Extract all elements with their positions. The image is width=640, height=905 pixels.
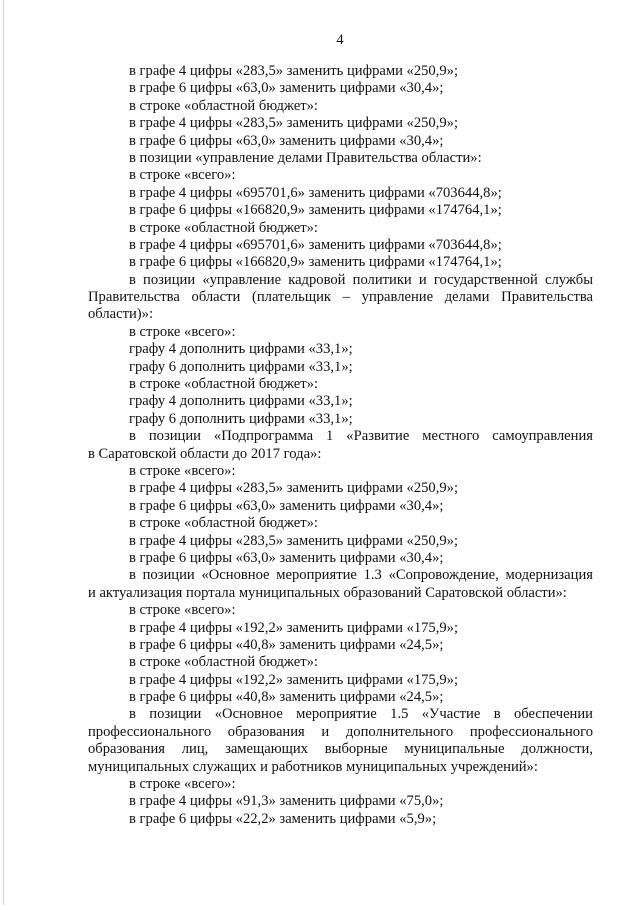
text-line: в графе 4 цифры «91,3» заменить цифрами «75,0»; — [129, 793, 444, 810]
text-line: в графе 4 цифры «283,5» заменить цифрами «250,9»; — [129, 63, 459, 79]
text-line: Правительства области (плательщик – управление делами Правительства — [88, 289, 593, 306]
text-line: в графе 6 цифры «63,0» заменить цифрами «30,4»; — [129, 80, 444, 97]
text-line: в графе 4 цифры «283,5» заменить цифрами «250,9»; — [129, 115, 459, 132]
text-line: в позиции «управление кадровой политики и государственной службы — [129, 271, 593, 288]
text-line: в позиции «Подпрограмма 1 «Развитие местного самоуправления — [129, 428, 593, 445]
page-edge-line — [3, 0, 4, 905]
text-line: графу 6 дополнить цифрами «33,1»; — [129, 410, 353, 427]
text-line: в позиции «управление делами Правительства области»: — [129, 149, 482, 166]
text-line: в строке «всего»: — [129, 602, 236, 619]
text-line: в графе 4 цифры «192,2» заменить цифрами «175,9»; — [129, 671, 459, 688]
text-line: в графе 6 цифры «63,0» заменить цифрами «30,4»; — [129, 497, 444, 514]
text-line: в графе 6 цифры «22,2» заменить цифрами «5,9»; — [129, 810, 437, 827]
text-line: и актуализация портала муниципальных образований Саратовской области»: — [88, 584, 567, 601]
text-line: в графе 6 цифры «63,0» заменить цифрами «30,4»; — [129, 132, 444, 149]
text-line: в позиции «Основное мероприятие 1.3 «Сопровождение, модернизация — [129, 567, 593, 584]
document-body — [88, 63, 593, 828]
text-line: в графе 4 цифры «283,5» заменить цифрами «250,9»; — [129, 532, 459, 549]
text-line: в строке «всего»: — [129, 323, 236, 340]
text-line: графу 4 дополнить цифрами «33,1»; — [129, 341, 353, 358]
page-number: 4 — [336, 32, 344, 48]
text-line: в строке «областной бюджет»: — [129, 376, 318, 393]
text-line: в графе 6 цифры «40,8» заменить цифрами «24,5»; — [129, 636, 444, 653]
text-line: в позиции «Основное мероприятие 1.5 «Участие в обеспечении — [129, 706, 593, 723]
text-line: в графе 6 цифры «40,8» заменить цифрами «24,5»; — [129, 689, 444, 706]
text-line: в графе 6 цифры «63,0» заменить цифрами «30,4»; — [129, 549, 444, 566]
text-line: профессионального образования и дополнительного профессионального — [88, 723, 593, 740]
text-line: муниципальных служащих и работников муниципальных учреждений»: — [88, 758, 538, 775]
text-line: графу 4 дополнить цифрами «33,1»; — [129, 393, 353, 410]
text-line: в строке «всего»: — [129, 776, 236, 793]
text-line: графу 6 дополнить цифрами «33,1»; — [129, 358, 353, 375]
text-line: в Саратовской области до 2017 года»: — [88, 445, 322, 462]
text-line: в строке «областной бюджет»: — [129, 515, 318, 532]
text-line: образования лиц, замещающих выборные муниципальные должности, — [88, 741, 593, 758]
text-line: в строке «областной бюджет»: — [129, 219, 318, 236]
text-line: в графе 6 цифры «166820,9» заменить цифрами «174764,1»; — [129, 202, 502, 219]
text-line: в строке «всего»: — [129, 167, 236, 184]
text-line: в строке «областной бюджет»: — [129, 97, 318, 114]
text-line: в графе 4 цифры «192,2» заменить цифрами «175,9»; — [129, 619, 459, 636]
text-line: в строке «всего»: — [129, 462, 236, 479]
text-line: в графе 4 цифры «283,5» заменить цифрами «250,9»; — [129, 480, 459, 497]
text-line: в графе 6 цифры «166820,9» заменить цифрами «174764,1»; — [129, 254, 502, 271]
text-line: в графе 4 цифры «695701,6» заменить цифрами «703644,8»; — [129, 236, 502, 253]
text-line: в графе 4 цифры «695701,6» заменить цифрами «703644,8»; — [129, 184, 502, 201]
text-line: области)»: — [88, 306, 153, 323]
text-line: в строке «областной бюджет»: — [129, 654, 318, 671]
